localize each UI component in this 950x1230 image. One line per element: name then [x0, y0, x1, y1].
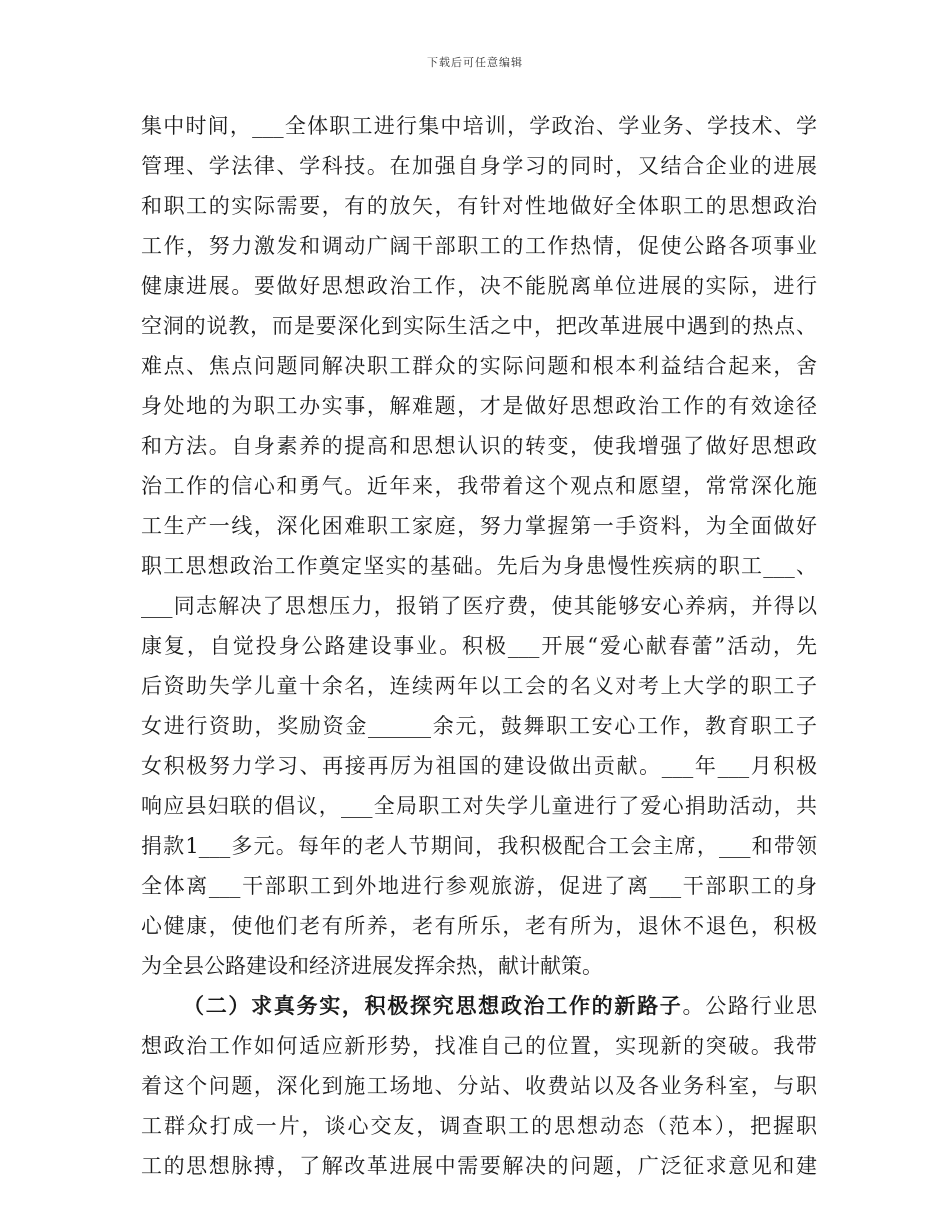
text-line: 工生产一线，深化困难职工家庭，努力掌握第一手资料，为全面做好 [141, 514, 817, 538]
text-line: 女积极努力学习、再接再厉为祖国的建设做出贡献。___年___月积极 [141, 754, 817, 778]
text-line: 空洞的说教，而是要深化到实际生活之中，把改革进展中遇到的热点、 [141, 314, 817, 338]
text-line: 响应县妇联的倡议，___全局职工对失学儿童进行了爱心捐助活动，共 [141, 794, 817, 818]
text-line: 全体离___干部职工到外地进行参观旅游，促进了离___干部职工的身 [141, 874, 817, 898]
section-heading-line [141, 986, 817, 1026]
section-heading-tail: 。公路行业思 [682, 994, 818, 1018]
text-line: 治工作的信心和勇气。近年来，我带着这个观点和愿望，常常深化施 [141, 474, 817, 498]
text-line: 职工思想政治工作奠定坚实的基础。先后为身患慢性疾病的职工___、 [141, 554, 817, 578]
text-line: 工作，努力激发和调动广阔干部职工的工作热情，促使公路各项事业 [141, 234, 817, 258]
text-line: 着这个问题，深化到施工场地、分站、收费站以及各业务科室，与职 [141, 1074, 817, 1098]
text-line: 为全县公路建设和经济进展发挥余热，献计献策。 [141, 954, 603, 978]
text-line: 女进行资助，奖励资金______余元，鼓舞职工安心工作，教育职工子 [141, 714, 817, 738]
text-line: 和职工的实际需要，有的放矢，有针对性地做好全体职工的思想政治 [141, 194, 817, 218]
text-line: 想政治工作如何适应新形势，找准自己的位置，实现新的突破。我带 [141, 1034, 817, 1058]
text-line: 管理、学法律、学科技。在加强自身学习的同时，又结合企业的进展 [141, 154, 817, 178]
text-line: 心健康，使他们老有所养，老有所乐，老有所为，退休不退色，积极 [141, 914, 817, 938]
text-line: 和方法。自身素养的提高和思想认识的转变，使我增强了做好思想政 [141, 434, 817, 458]
text-line: 工的思想脉搏，了解改革进展中需要解决的问题，广泛征求意见和建 [141, 1154, 817, 1178]
text-line: 身处地的为职工办实事，解难题，才是做好思想政治工作的有效途径 [141, 394, 817, 418]
text-line: 捐款1___多元。每年的老人节期间，我积极配合工会主席，___和带领 [141, 834, 817, 858]
text-line: 康复，自觉投身公路建设事业。积极___开展“爱心献春蕾”活动，先 [141, 634, 817, 658]
text-line: 健康进展。要做好思想政治工作，决不能脱离单位进展的实际，进行 [141, 274, 817, 298]
document-body [141, 106, 817, 1186]
text-line: 难点、焦点问题同解决职工群众的实际问题和根本利益结合起来，舍 [141, 354, 817, 378]
text-line: ___同志解决了思想压力，报销了医疗费，使其能够安心养病，并得以 [141, 594, 817, 618]
text-line: 工群众打成一片，谈心交友，调查职工的思想动态（范本），把握职 [141, 1114, 817, 1138]
page-header: 下载后可任意编辑 [427, 56, 523, 69]
section-heading: （二）求真务实，积极探究思想政治工作的新路子 [183, 993, 683, 1018]
text-line: 后资助失学儿童十余名，连续两年以工会的名义对考上大学的职工子 [141, 674, 817, 698]
text-line: 集中时间，___全体职工进行集中培训，学政治、学业务、学技术、学 [141, 114, 817, 138]
